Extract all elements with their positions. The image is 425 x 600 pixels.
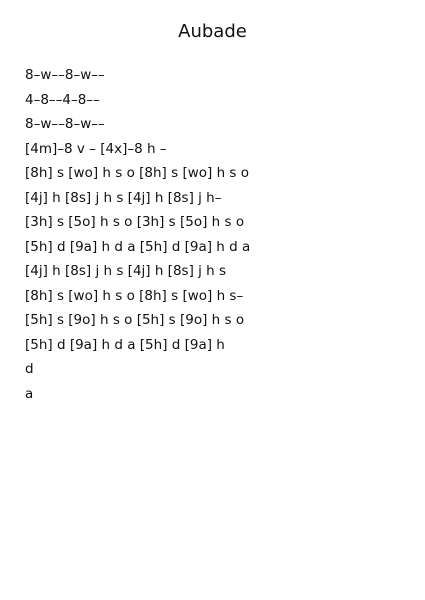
notation-line-5: [8h] s [wo] h s o [8h] s [wo] h s o: [25, 165, 249, 181]
notation-line-4: [4m]–8 v – [4x]–8 h –: [25, 140, 167, 157]
notation-line-2: 4–8––4–8––: [25, 91, 100, 108]
notation-line-13: d: [25, 361, 34, 377]
notation-line-12: [5h] d [9a] h d a [5h] d [9a] h: [25, 336, 225, 353]
notation-line-11: [5h] s [9o] h s o [5h] s [9o] h s o: [25, 312, 245, 328]
notation-line-3: 8–w––8–w––: [25, 116, 105, 132]
notation-line-7: [3h] s [5o] h s o [3h] s [5o] h s o: [25, 214, 245, 230]
notation-line-1: 8–w––8–w––: [25, 67, 105, 83]
notation-line-9: [4j] h [8s] j h s [4j] h [8s] j h s: [25, 263, 227, 279]
notation-line-6: [4j] h [8s] j h s [4j] h [8s] j h–: [25, 189, 222, 206]
notation-line-14: a: [25, 385, 34, 402]
notation-line-8: [5h] d [9a] h d a [5h] d [9a] h d a: [25, 238, 251, 255]
notation-lines: [25, 63, 410, 406]
document-title: Aubade: [178, 21, 247, 42]
notation-line-10: [8h] s [wo] h s o [8h] s [wo] h s–: [25, 287, 244, 304]
